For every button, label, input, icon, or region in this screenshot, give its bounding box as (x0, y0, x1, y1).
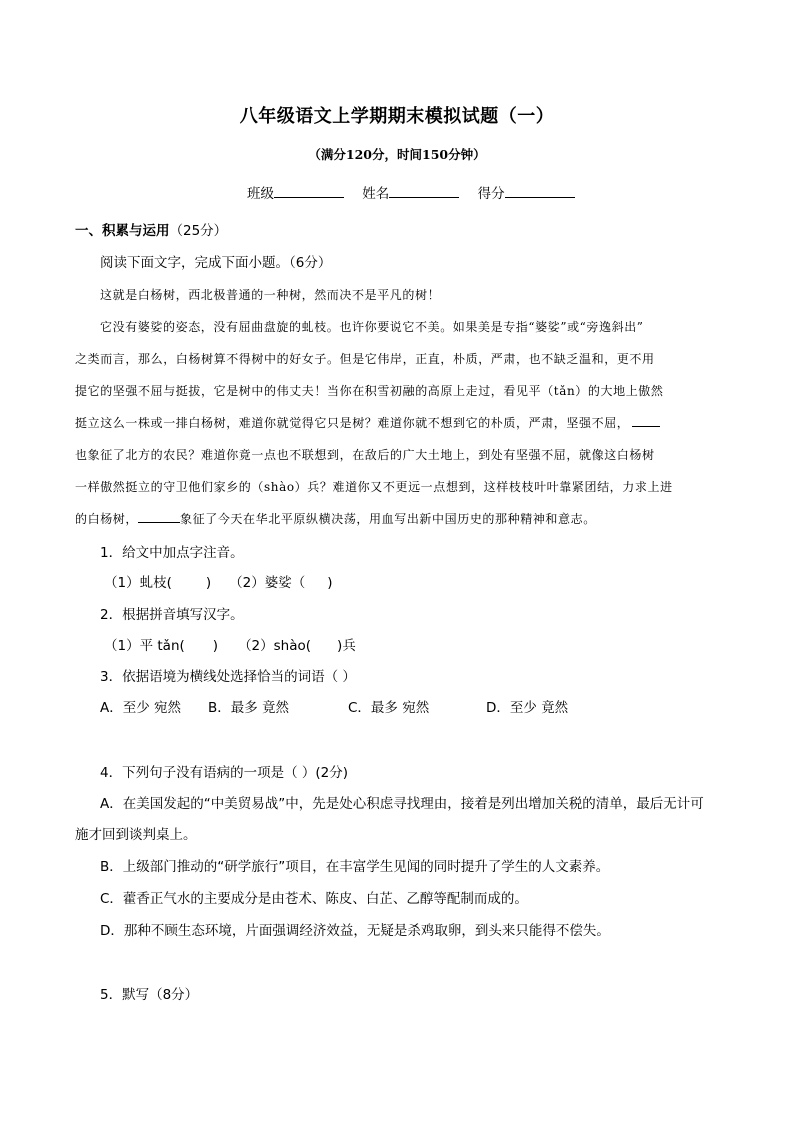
q4-option-b: B．上级部门推动的“研学旅行”项目，在丰富学生见闻的同时提升了学生的人文素养。 (100, 859, 610, 875)
question-2-items (104, 634, 356, 654)
q2-item1-close: ) (212, 638, 219, 654)
passage-line: 这就是白杨树，西北极普通的一种树，然而决不是平凡的树！ (100, 288, 441, 302)
answer-blank-1 (632, 414, 660, 427)
q2-item1-label: （1）平 tǎn( (104, 638, 185, 654)
q3-option-d: D．至少 竟然 (486, 700, 569, 716)
score-blank (505, 184, 575, 198)
section-points: （25分） (169, 223, 228, 239)
q3-option-c: C．最多 宛然 (348, 700, 430, 716)
student-info-line (247, 182, 575, 202)
question-4-stem: 4．下列句子没有语病的一项是（ ）(2分) (100, 765, 349, 781)
passage-line (75, 414, 660, 431)
passage-line: 提它的坚强不屈与挺拔，它是树中的伟丈夫！当你在积雪初融的高原上走过，看见平（tǎn）的大地上傲然 (75, 384, 664, 398)
passage-line: 也象征了北方的农民？难道你竟一点也不联想到，在敌后的广大土地上，到处有坚强不屈，就像这白杨树 (75, 448, 655, 462)
passage-line-text: 挺立这么一株或一排白杨树，难道你就觉得它只是树？难道你就不想到它的朴质，严肃，坚强不屈， (75, 416, 630, 430)
reading-instruction: 阅读下面文字，完成下面小题。（6分） (100, 255, 332, 271)
q4-option-d: D．那种不顾生态环境，片面强调经济效益，无疑是杀鸡取卵，到头来只能得不偿失。 (100, 923, 610, 939)
exam-subtitle: （满分120分，时间150分钟） (308, 147, 486, 162)
question-2-stem: 2．根据拼音填写汉字。 (100, 607, 244, 623)
q4-option-a-cont: 施才回到谈判桌上。 (75, 827, 197, 843)
question-5-stem: 5．默写（8分） (100, 987, 199, 1003)
class-label: 班级 (247, 186, 274, 202)
question-3-options (100, 696, 568, 716)
score-label: 得分 (477, 186, 505, 202)
answer-blank-2 (138, 510, 180, 523)
q1-item2-close: ) (327, 575, 333, 591)
passage-line: 一样傲然挺立的守卫他们家乡的（shào）兵？难道你又不更远一点想到，这样枝枝叶叶靠紧团结，力求上进 (75, 480, 673, 494)
class-blank (274, 184, 344, 198)
passage-line-text: 的白杨树， (75, 512, 139, 526)
passage-line-text: 象征了今天在华北平原纵横决荡，用血写出新中国历史的那种精神和意志。 (180, 512, 596, 526)
q3-option-b: B．最多 竟然 (208, 700, 290, 716)
passage-line: 之类而言，那么，白杨树算不得树中的好女子。但是它伟岸，正直，朴质，严肃，也不缺乏温和，更不用 (75, 352, 655, 366)
section-title: 一、积累与运用 (75, 223, 170, 239)
question-1-stem: 1．给文中加点字注音。 (100, 545, 244, 561)
passage-line (75, 510, 596, 527)
q1-item1-close: ) (205, 575, 212, 591)
question-3-stem: 3．依据语境为横线处选择恰当的词语（ ） (100, 669, 356, 685)
q1-item1-label: （1）虬枝( (104, 575, 172, 591)
name-label: 姓名 (362, 186, 390, 202)
q3-option-a: A．至少 宛然 (100, 700, 182, 716)
exam-title: 八年级语文上学期期末模拟试题（一） (239, 106, 555, 127)
name-blank (389, 184, 459, 198)
q2-item2-close: )兵 (337, 638, 356, 654)
q1-item2-label: （2）婆娑（ (229, 575, 306, 591)
q4-option-a: A．在美国发起的“中美贸易战”中，先是处心积虑寻找理由，接着是列出增加关税的清单，最后无计可 (100, 796, 704, 812)
section-heading (75, 219, 227, 239)
question-1-items (104, 571, 333, 591)
q2-item2-label: （2）shào( (238, 638, 312, 654)
passage-line: 它没有婆娑的姿态，没有屈曲盘旋的虬枝。也许你要说它不美。如果美是专指“婆娑”或“旁逸斜出” (100, 320, 644, 334)
q4-option-c: C．藿香正气水的主要成分是由苍术、陈皮、白芷、乙醇等配制而成的。 (100, 891, 528, 907)
